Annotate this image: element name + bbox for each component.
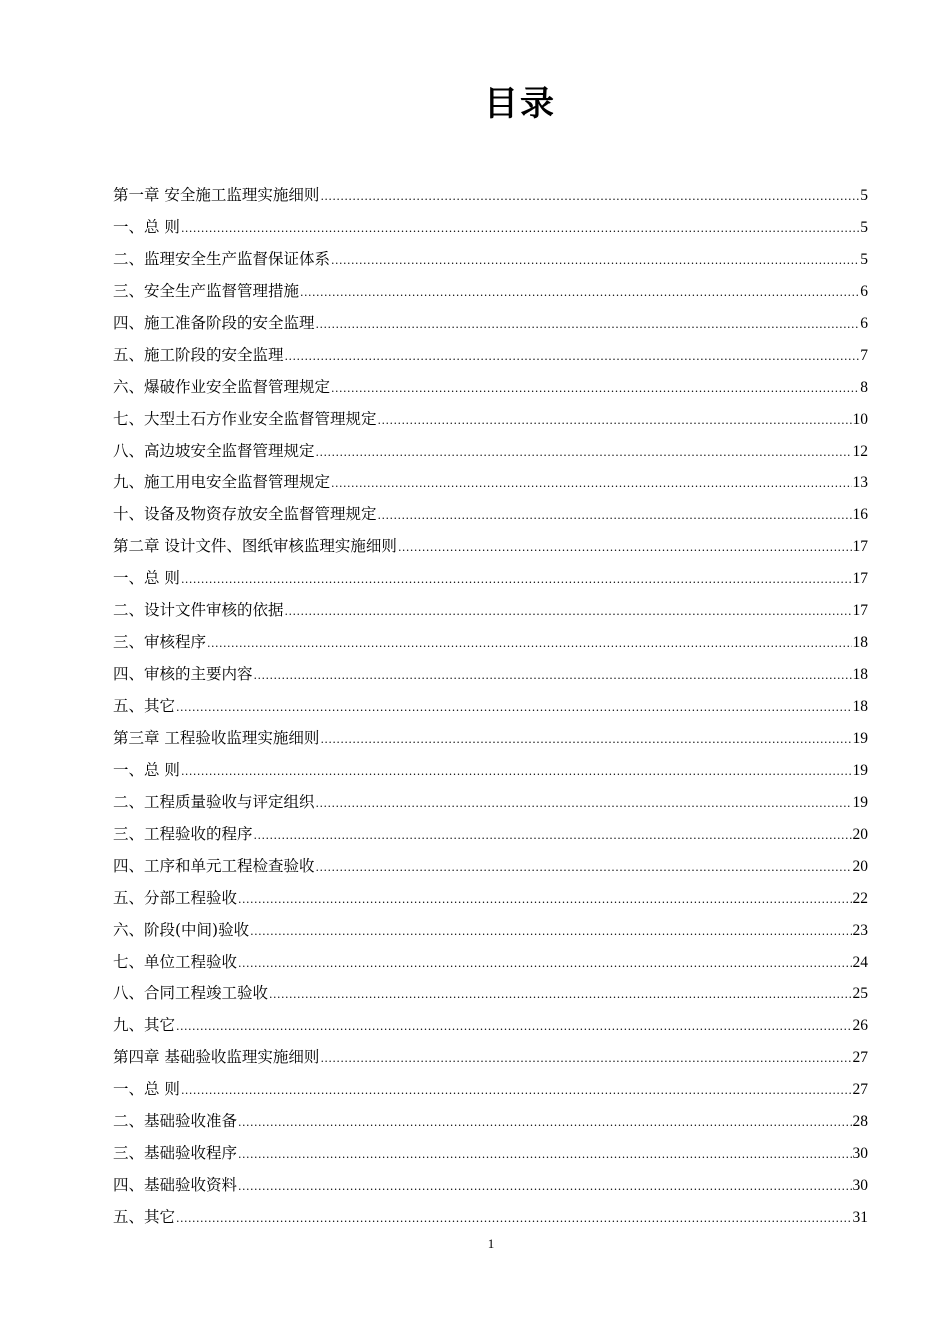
toc-entry-page: 18 xyxy=(852,666,868,684)
toc-entry-page: 5 xyxy=(860,250,868,268)
toc-entry-page: 23 xyxy=(852,921,868,939)
toc-dot-leader xyxy=(176,1011,851,1043)
toc-entry-page: 16 xyxy=(852,506,868,524)
toc-entry-label: 四、审核的主要内容 xyxy=(113,665,253,684)
toc-dot-leader xyxy=(238,1171,851,1203)
toc-entry[interactable] xyxy=(113,1138,868,1170)
toc-entry-page: 13 xyxy=(852,474,868,492)
toc-entry[interactable] xyxy=(113,723,868,755)
toc-entry-label: 九、施工用电安全监督管理规定 xyxy=(113,473,331,492)
toc-dot-leader xyxy=(250,916,851,948)
toc-dot-leader xyxy=(378,500,852,532)
toc-entry-page: 6 xyxy=(860,282,868,300)
toc-entry[interactable] xyxy=(113,340,868,372)
page-title: 目录 xyxy=(484,84,556,124)
toc-entry-label: 四、基础验收资料 xyxy=(113,1176,238,1195)
toc-entry[interactable] xyxy=(113,819,868,851)
toc-entry-page: 18 xyxy=(852,698,868,715)
toc-entry-page: 20 xyxy=(852,857,868,875)
toc-dot-leader xyxy=(254,820,852,852)
toc-entry-label: 第二章 设计文件、图纸审核监理实施细则 xyxy=(113,537,397,556)
toc-entry[interactable] xyxy=(113,1170,868,1202)
toc-entry-label: 四、工序和单元工程检查验收 xyxy=(113,856,315,875)
toc-dot-leader xyxy=(331,245,859,277)
toc-dot-leader xyxy=(181,1075,852,1107)
toc-entry[interactable] xyxy=(113,212,868,244)
toc-entry[interactable] xyxy=(113,180,868,212)
toc-entry[interactable] xyxy=(113,691,868,723)
toc-entry-label: 五、其它 xyxy=(113,1208,176,1226)
toc-dot-leader xyxy=(320,724,851,756)
toc-entry-page: 24 xyxy=(852,953,868,971)
toc-entry[interactable] xyxy=(113,627,868,659)
toc-entry-page: 30 xyxy=(852,1177,868,1195)
toc-dot-leader xyxy=(316,309,860,341)
toc-entry-label: 三、安全生产监督管理措施 xyxy=(113,281,300,300)
toc-dot-leader xyxy=(331,373,859,405)
toc-dot-leader xyxy=(181,756,852,788)
toc-entry-page: 19 xyxy=(852,793,868,811)
toc-entry[interactable] xyxy=(113,1074,868,1106)
toc-entry-label: 第四章 基础验收监理实施细则 xyxy=(113,1048,320,1067)
toc-entry-page: 12 xyxy=(852,442,868,460)
toc-entry[interactable] xyxy=(113,276,868,308)
toc-entry-label: 五、其它 xyxy=(113,697,176,715)
toc-entry-page: 28 xyxy=(852,1113,868,1131)
toc-entry-page: 31 xyxy=(852,1209,868,1226)
toc-dot-leader xyxy=(238,948,851,980)
toc-entry[interactable] xyxy=(113,1010,868,1042)
toc-entry-label: 二、工程质量验收与评定组织 xyxy=(113,792,315,811)
toc-dot-leader xyxy=(207,628,851,660)
toc-entry[interactable] xyxy=(113,531,868,563)
toc-dot-leader xyxy=(320,181,859,213)
toc-entry-label: 七、单位工程验收 xyxy=(113,952,238,971)
toc-entry-page: 30 xyxy=(852,1145,868,1163)
toc-entry-label: 第三章 工程验收监理实施细则 xyxy=(113,728,320,747)
toc-entry-page: 19 xyxy=(852,761,868,779)
toc-entry-label: 一、总 则 xyxy=(113,760,180,779)
toc-dot-leader xyxy=(398,532,852,564)
toc-entry-page: 27 xyxy=(852,1049,868,1067)
toc-entry[interactable] xyxy=(113,595,868,627)
page-number: 1 xyxy=(487,1236,495,1251)
toc-entry-label: 五、分部工程验收 xyxy=(113,888,238,907)
toc-entry-label: 五、施工阶段的安全监理 xyxy=(113,345,284,364)
toc-entry-label: 六、爆破作业安全监督管理规定 xyxy=(113,377,331,396)
toc-entry[interactable] xyxy=(113,308,868,340)
toc-entry-label: 八、合同工程竣工验收 xyxy=(113,984,269,1003)
toc-entry[interactable] xyxy=(113,372,868,404)
toc-entry-label: 九、其它 xyxy=(113,1016,176,1035)
toc-entry[interactable] xyxy=(113,851,868,883)
toc-entry-label: 一、总 则 xyxy=(113,217,180,236)
toc-dot-leader xyxy=(238,884,851,916)
toc-entry-page: 7 xyxy=(860,346,868,364)
toc-entry-label: 三、基础验收程序 xyxy=(113,1144,238,1163)
toc-dot-leader xyxy=(181,564,852,596)
toc-entry[interactable] xyxy=(113,499,868,531)
toc-entry[interactable] xyxy=(113,1042,868,1074)
table-of-contents xyxy=(113,180,868,1234)
toc-dot-leader xyxy=(331,468,851,500)
toc-entry-label: 六、阶段(中间)验收 xyxy=(113,920,250,939)
toc-dot-leader xyxy=(320,1043,851,1075)
toc-dot-leader xyxy=(300,277,859,309)
toc-entry-page: 17 xyxy=(852,602,868,620)
toc-entry[interactable] xyxy=(113,787,868,819)
toc-entry-page: 17 xyxy=(852,570,868,588)
toc-dot-leader xyxy=(285,341,860,373)
toc-dot-leader xyxy=(269,979,851,1011)
toc-entry[interactable] xyxy=(113,883,868,915)
toc-entry-page: 20 xyxy=(852,825,868,843)
toc-dot-leader xyxy=(316,437,852,469)
toc-entry[interactable] xyxy=(113,467,868,499)
toc-entry[interactable] xyxy=(113,978,868,1010)
toc-entry-label: 二、监理安全生产监督保证体系 xyxy=(113,249,331,268)
toc-dot-leader xyxy=(238,1107,851,1139)
toc-entry-page: 8 xyxy=(860,378,868,396)
toc-entry[interactable] xyxy=(113,436,868,468)
toc-entry[interactable] xyxy=(113,1202,868,1234)
toc-entry-label: 四、施工准备阶段的安全监理 xyxy=(113,313,315,332)
toc-dot-leader xyxy=(316,852,852,884)
toc-entry[interactable] xyxy=(113,755,868,787)
toc-dot-leader xyxy=(378,405,852,437)
toc-entry-page: 10 xyxy=(852,410,868,428)
toc-dot-leader xyxy=(238,1139,851,1171)
toc-entry[interactable] xyxy=(113,404,868,436)
toc-entry-page: 27 xyxy=(852,1081,868,1099)
toc-entry[interactable] xyxy=(113,563,868,595)
toc-entry-page: 5 xyxy=(860,187,868,204)
toc-entry[interactable] xyxy=(113,1106,868,1138)
toc-entry[interactable] xyxy=(113,915,868,947)
toc-entry-page: 5 xyxy=(860,218,868,236)
toc-entry-label: 十、设备及物资存放安全监督管理规定 xyxy=(113,505,377,524)
toc-entry-label: 三、审核程序 xyxy=(113,633,207,652)
toc-entry-page: 22 xyxy=(852,889,868,907)
toc-entry-label: 八、高边坡安全监督管理规定 xyxy=(113,441,315,460)
toc-entry[interactable] xyxy=(113,947,868,979)
toc-entry-page: 18 xyxy=(852,634,868,652)
toc-entry-page: 25 xyxy=(852,985,868,1003)
toc-entry-label: 三、工程验收的程序 xyxy=(113,824,253,843)
toc-dot-leader xyxy=(254,660,852,692)
toc-entry-page: 17 xyxy=(852,538,868,556)
toc-entry-label: 二、设计文件审核的依据 xyxy=(113,601,284,620)
toc-entry-label: 七、大型土石方作业安全监督管理规定 xyxy=(113,409,377,428)
toc-entry[interactable] xyxy=(113,659,868,691)
toc-entry-label: 第一章 安全施工监理实施细则 xyxy=(113,186,320,204)
toc-dot-leader xyxy=(181,213,859,245)
toc-entry-label: 一、总 则 xyxy=(113,569,180,588)
toc-dot-leader xyxy=(316,788,852,820)
toc-dot-leader xyxy=(176,1203,851,1235)
toc-entry-page: 26 xyxy=(852,1017,868,1035)
toc-dot-leader xyxy=(285,596,852,628)
toc-entry-label: 一、总 则 xyxy=(113,1080,180,1099)
toc-entry-page: 19 xyxy=(852,729,868,747)
toc-entry-label: 二、基础验收准备 xyxy=(113,1112,238,1131)
toc-entry-page: 6 xyxy=(860,314,868,332)
toc-entry[interactable] xyxy=(113,244,868,276)
toc-dot-leader xyxy=(176,692,851,724)
